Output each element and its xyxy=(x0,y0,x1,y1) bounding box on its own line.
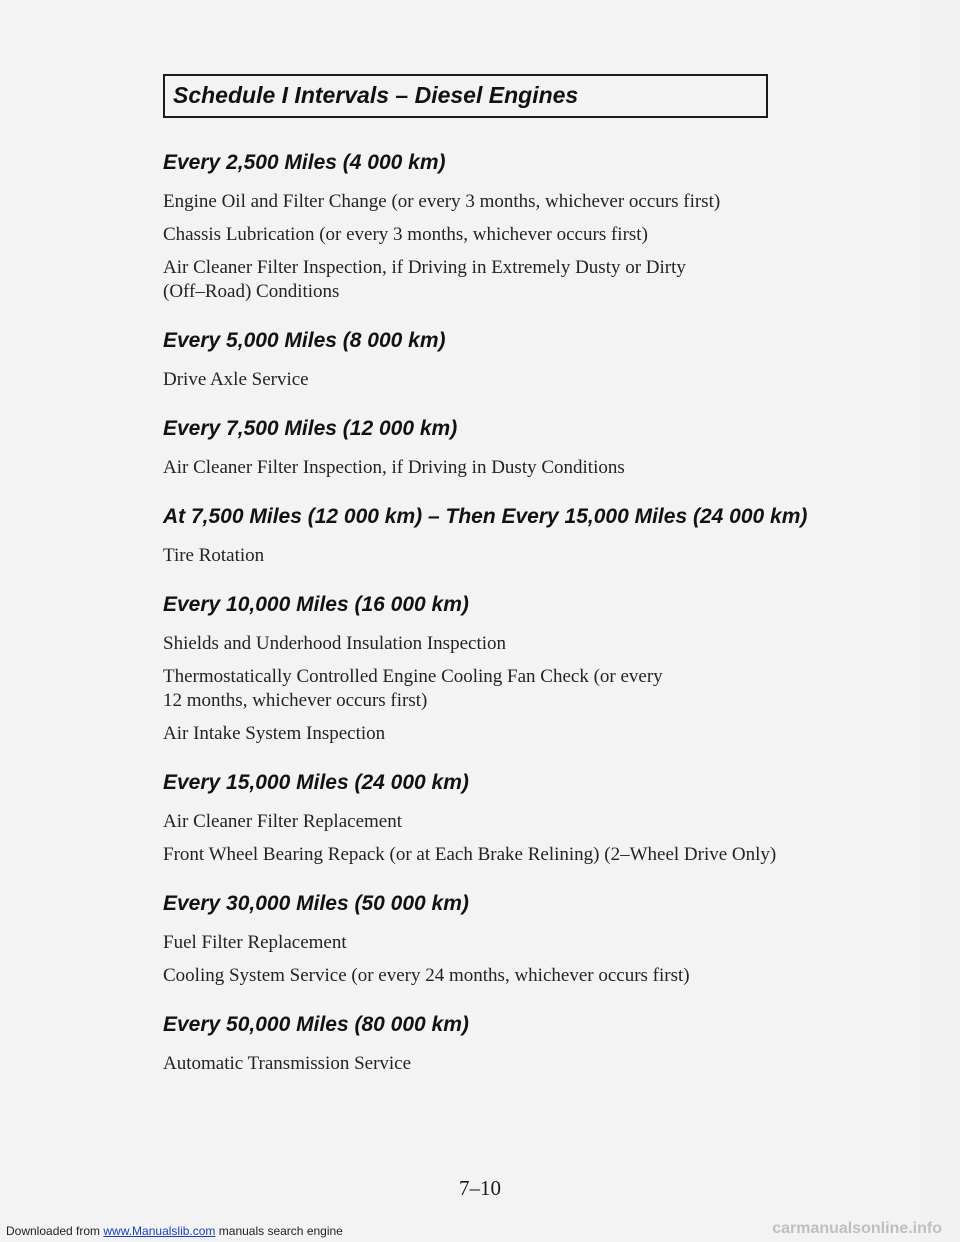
manualslib-link[interactable]: www.Manualslib.com xyxy=(103,1224,216,1238)
section-title-box xyxy=(163,74,768,118)
service-item: Fuel Filter Replacement xyxy=(163,932,347,953)
download-footer xyxy=(6,1224,343,1238)
schedule-section xyxy=(163,891,863,988)
footer-suffix: manuals search engine xyxy=(215,1224,343,1238)
watermark-text: carmanualsonline.info xyxy=(772,1220,942,1237)
service-item: Air Cleaner Filter Inspection, if Driving in Extremely Dusty or Dirty (Off–Road) Conditions xyxy=(163,257,686,302)
interval-heading: Every 2,500 Miles (4 000 km) xyxy=(163,151,446,174)
schedule-section xyxy=(163,1012,863,1076)
service-item: Chassis Lubrication (or every 3 months, whichever occurs first) xyxy=(163,224,648,245)
interval-heading: Every 30,000 Miles (50 000 km) xyxy=(163,892,469,915)
service-item: Front Wheel Bearing Repack (or at Each Brake Relining) (2–Wheel Drive Only) xyxy=(163,844,777,865)
service-item: Drive Axle Service xyxy=(163,369,309,390)
schedule-section xyxy=(163,328,863,392)
service-item: Air Intake System Inspection xyxy=(163,723,386,744)
interval-heading: Every 10,000 Miles (16 000 km) xyxy=(163,593,469,616)
footer-prefix: Downloaded from xyxy=(6,1224,104,1238)
schedule-section xyxy=(163,770,863,867)
service-item: Air Cleaner Filter Inspection, if Driving in Dusty Conditions xyxy=(163,457,625,478)
interval-heading: At 7,500 Miles (12 000 km) – Then Every 15,000 Miles (24 000 km) xyxy=(163,505,808,528)
interval-heading: Every 15,000 Miles (24 000 km) xyxy=(163,771,469,794)
service-item: Cooling System Service (or every 24 months, whichever occurs first) xyxy=(163,965,690,986)
schedule-section xyxy=(163,150,863,304)
interval-heading: Every 7,500 Miles (12 000 km) xyxy=(163,417,458,440)
page-number: 7–10 xyxy=(459,1176,501,1200)
service-item: Thermostatically Controlled Engine Cooling Fan Check (or every 12 months, whichever occurs first) xyxy=(163,666,663,711)
maintenance-schedule xyxy=(163,150,863,1100)
interval-heading: Every 50,000 Miles (80 000 km) xyxy=(163,1013,469,1036)
section-title: Schedule I Intervals – Diesel Engines xyxy=(173,82,579,108)
interval-heading: Every 5,000 Miles (8 000 km) xyxy=(163,329,446,352)
service-item: Automatic Transmission Service xyxy=(163,1053,412,1074)
service-item: Air Cleaner Filter Replacement xyxy=(163,811,402,832)
service-item: Shields and Underhood Insulation Inspection xyxy=(163,633,507,654)
service-item: Tire Rotation xyxy=(163,545,265,566)
schedule-section xyxy=(163,504,863,568)
service-item: Engine Oil and Filter Change (or every 3 months, whichever occurs first) xyxy=(163,191,721,212)
schedule-section xyxy=(163,416,863,480)
schedule-section xyxy=(163,592,863,746)
